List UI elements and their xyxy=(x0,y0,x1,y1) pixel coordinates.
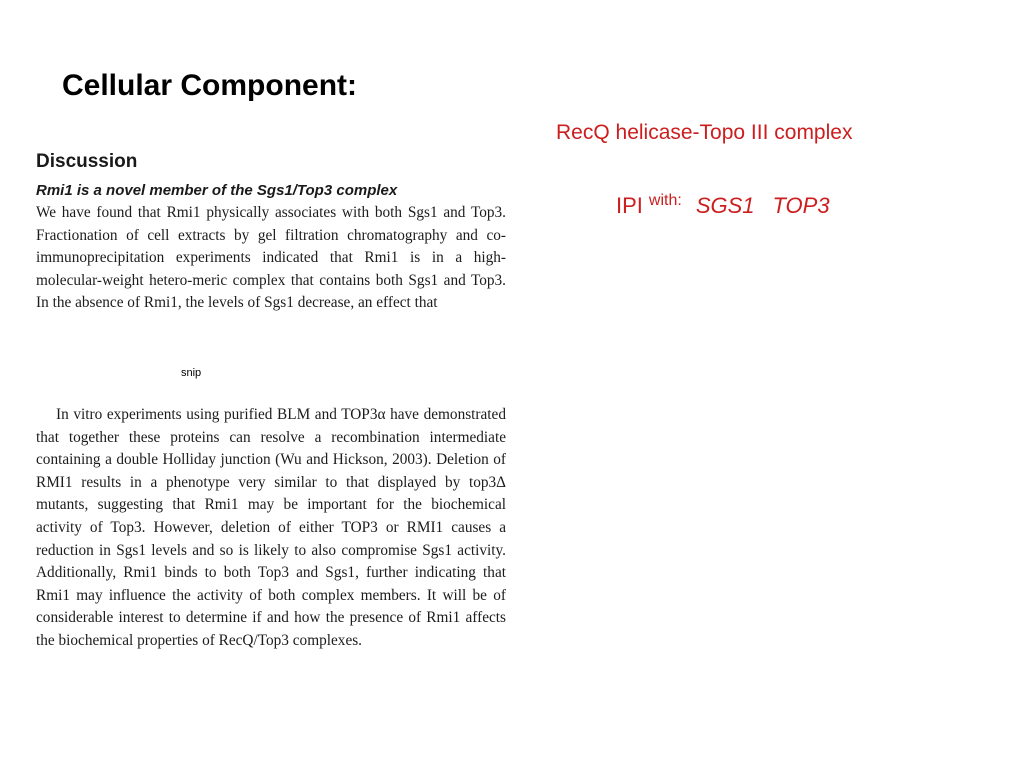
paper-excerpt-top xyxy=(36,148,506,315)
gene-sgs1: SGS1 xyxy=(695,193,755,218)
evidence-with-label: with: xyxy=(648,192,682,209)
gene-top3: TOP3 xyxy=(772,193,830,218)
excerpt-paragraph-2: In vitro experiments using purified BLM and TOP3α have demonstrated that together these proteins can resolve a recombination intermediate containing a double Holliday junction (Wu and Hickson, 2003). Deletion of RMI1 results in a phenotype very similar to that displayed by top3Δ mutants, suggesting that Rmi1 may be important for the biochemical activity of Top3. However, deletion of either TOP3 or RMI1 causes a reduction in Sgs1 levels and so is likely to also compromise Sgs1 activity. Additionally, Rmi1 binds to both Top3 and Sgs1, further indicating that Rmi1 may influence the activity of both complex members. It will be of considerable interest to determine if and how the presence of Rmi1 affects the biochemical properties of RecQ/Top3 complexes. xyxy=(36,406,506,649)
snip-label: snip xyxy=(181,367,202,379)
slide-title: Cellular Component: xyxy=(62,69,358,102)
excerpt-paragraph-1: We have found that Rmi1 physically associates with both Sgs1 and Top3. Fractionation of cell extracts by gel filtration chromatography and co-immunoprecipitation experiments indicated that Rmi1 is in a high-molecular-weight hetero-meric complex that contains both Sgs1 and Top3. In the absence of Rmi1, the levels of Sgs1 decrease, an effect that xyxy=(36,204,506,312)
evidence-line xyxy=(616,186,830,221)
discussion-heading: Discussion xyxy=(36,151,138,172)
evidence-code: IPI xyxy=(616,193,643,218)
section-subheading: Rmi1 is a novel member of the Sgs1/Top3 complex xyxy=(36,182,398,199)
paper-excerpt-bottom xyxy=(36,404,506,653)
cellular-component-term: RecQ helicase-Topo III complex xyxy=(556,121,853,144)
